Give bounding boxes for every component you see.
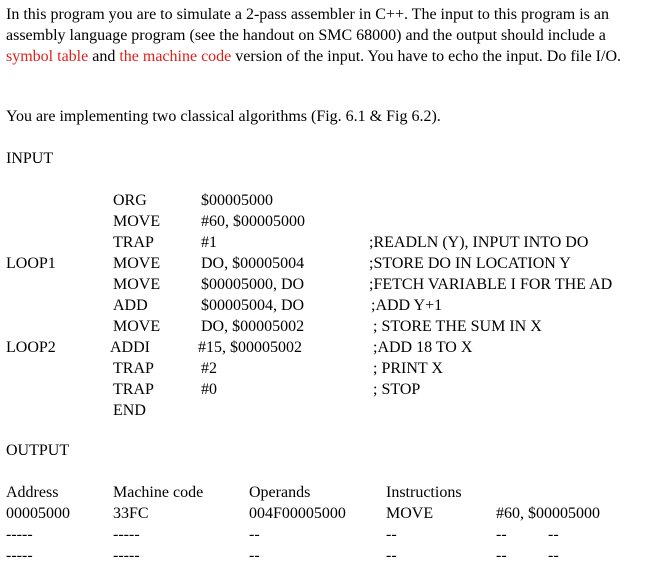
input-comment: ;STORE DO IN LOCATION Y [369, 255, 571, 272]
input-operand: DO, $00005002 [201, 318, 305, 335]
input-op: ORG [113, 192, 147, 209]
output-cell-operands: -- [249, 526, 260, 543]
input-operand: $00005000 [201, 192, 273, 209]
input-operand: #60, $00005000 [201, 213, 305, 230]
output-cell-instruction: MOVE [386, 505, 434, 522]
input-label: LOOP1 [6, 255, 56, 272]
input-comment: ;ADD Y+1 [371, 297, 443, 314]
input-label: LOOP2 [6, 339, 56, 356]
output-header-address: Address [6, 484, 59, 501]
intro-text-1: In this program you are to simulate a 2-pass assembler in C++. The input to this program is an assembly language program (see the handout on SMC 68000) and the output should include a [6, 6, 609, 44]
output-cell-operands: -- [249, 547, 260, 564]
input-op: TRAP [113, 381, 154, 398]
output-cell-address: ----- [6, 526, 33, 543]
output-cell-instruction: -- [386, 526, 397, 543]
input-op: ADDI [110, 339, 150, 356]
intro-text-3: version of the input. You have to echo the input. Do file I/O. [231, 48, 621, 65]
output-cell-machine-code: 33FC [113, 505, 149, 522]
intro-paragraph [6, 4, 650, 67]
input-comment: ;FETCH VARIABLE I FOR THE AD [369, 276, 613, 293]
output-cell-address: ----- [6, 547, 33, 564]
input-comment: ;READLN (Y), INPUT INTO DO [369, 234, 589, 251]
input-op: MOVE [113, 318, 161, 335]
output-cell-extra: -- [548, 547, 559, 564]
input-heading: INPUT [6, 150, 54, 167]
input-comment: ; STOP [373, 381, 421, 398]
input-operand: $00005000, DO [201, 276, 305, 293]
output-header-machine-code: Machine code [113, 484, 204, 501]
input-op: ADD [113, 297, 148, 314]
input-op: MOVE [113, 213, 161, 230]
input-operand: DO, $00005004 [201, 255, 305, 272]
output-cell-extra: -- [496, 526, 507, 543]
input-operand: #0 [201, 381, 217, 398]
input-operand: #2 [201, 360, 217, 377]
output-cell-operands: 004F00005000 [249, 505, 346, 522]
highlight-symbol-table: symbol table [6, 48, 89, 65]
output-cell-machine-code: ----- [113, 547, 140, 564]
output-cell-extra: -- [496, 547, 507, 564]
input-op: TRAP [113, 234, 154, 251]
output-header-instructions: Instructions [386, 484, 462, 501]
input-op: MOVE [113, 276, 161, 293]
input-comment: ; STORE THE SUM IN X [373, 318, 542, 335]
output-cell-extra: -- [548, 526, 559, 543]
output-header-operands: Operands [249, 484, 311, 501]
output-cell-instruction: -- [386, 547, 397, 564]
input-comment: ;ADD 18 TO X [373, 339, 473, 356]
input-operand: #15, $00005002 [198, 339, 302, 356]
input-op: MOVE [113, 255, 161, 272]
intro-text-2: and [88, 48, 120, 65]
input-op: TRAP [113, 360, 154, 377]
output-heading: OUTPUT [6, 442, 70, 459]
output-cell-instruction-operand: #60, $00005000 [496, 505, 600, 522]
input-operand: $00005004, DO [201, 297, 305, 314]
algorithms-line: You are implementing two classical algorithms (Fig. 6.1 & Fig 6.2). [6, 108, 441, 125]
highlight-machine-code: the machine code [119, 48, 232, 65]
output-cell-machine-code: ----- [113, 526, 140, 543]
output-cell-address: 00005000 [6, 505, 70, 522]
input-comment: ; PRINT X [373, 360, 443, 377]
input-operand: #1 [201, 234, 217, 251]
input-op: END [113, 402, 146, 419]
